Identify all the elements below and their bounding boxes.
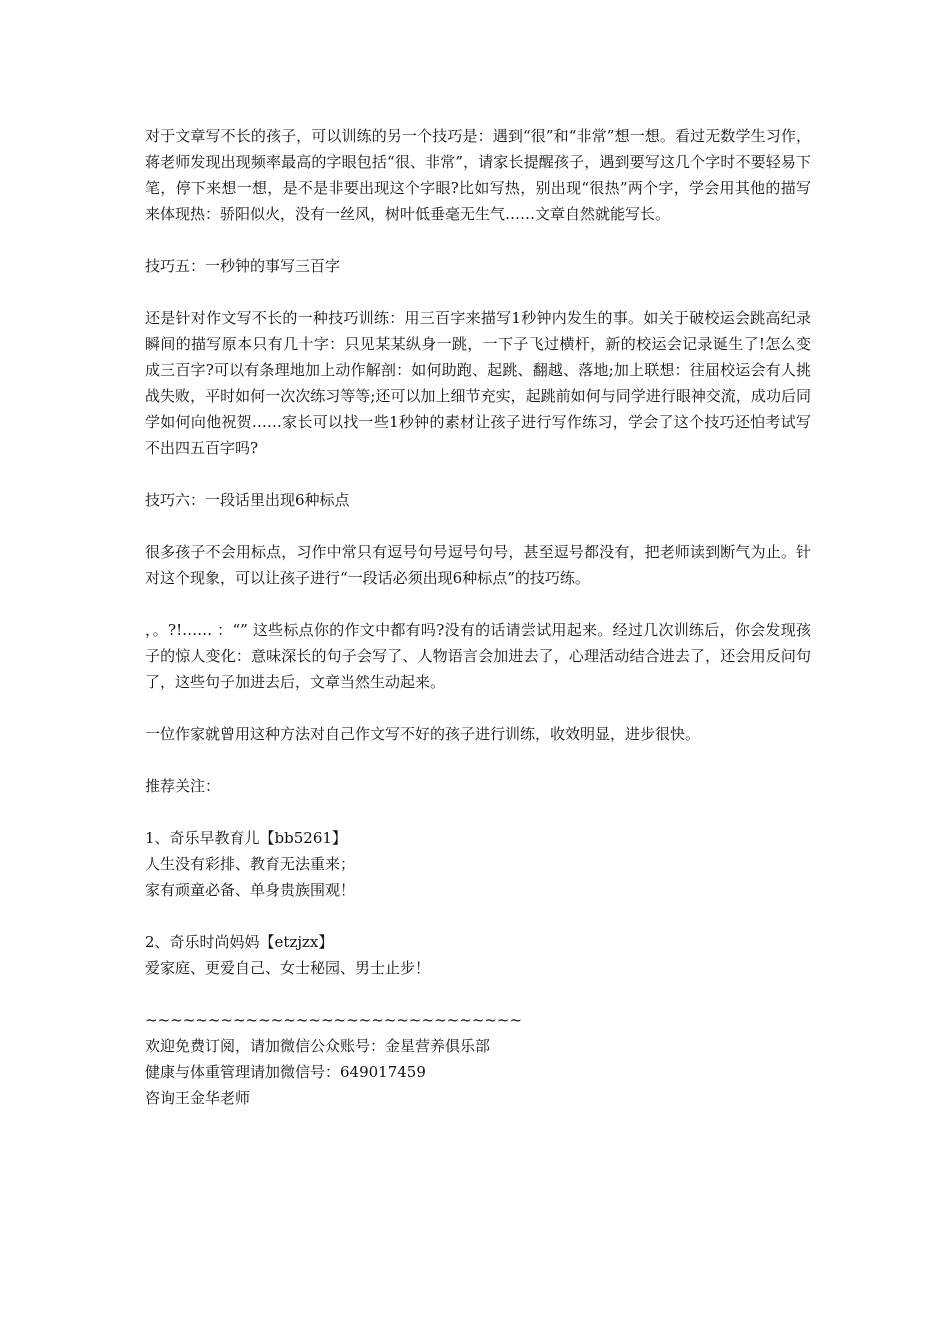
footer-contact [145, 1007, 811, 1111]
recommend-item-1 [145, 825, 811, 903]
recommend-heading: 推荐关注： [145, 777, 221, 795]
heading-tip-six: 技巧六：一段话里出现6种标点 [145, 491, 350, 509]
recommend-item-1-line-1: 人生没有彩排、教育无法重来； [145, 855, 356, 873]
recommend-item-2 [145, 929, 811, 981]
recommend-item-1-line-2: 家有顽童必备、单身贵族围观！ [145, 881, 356, 899]
recommend-item-2-line-1: 爱家庭、更爱自己、女士秘园、男士止步！ [145, 959, 431, 977]
recommend-item-2-title: 2、奇乐时尚妈妈【etzjzx】 [145, 933, 334, 951]
paragraph-tip-six-intro: 很多孩子不会用标点，习作中常只有逗号句号逗号句号，甚至逗号都没有，把老师读到断气为止。针对这个现象，可以让孩子进行“一段话必须出现6种标点”的技巧练。 [145, 543, 811, 587]
recommend-item-1-title: 1、奇乐早教育儿【bb5261】 [145, 829, 347, 847]
footer-divider: ~~~~~~~~~~~~~~~~~~~~~~~~~~~~~~ [145, 1011, 523, 1029]
footer-subscribe: 欢迎免费订阅，请加微信公众账号：金星营养俱乐部 [145, 1037, 491, 1055]
paragraph-tip-five-body: 还是针对作文写不长的一种技巧训练：用三百字来描写1秒钟内发生的事。如关于破校运会跳高纪录瞬间的描写原本只有几十字：只见某某纵身一跳，一下子飞过横杆，新的校运会记录诞生了!怎么变成三百字?可以有条理地加上动作解剖：如何助跑、起跳、翻越、落地;加上联想：往届校运会有人挑战失败，平时如何一次次练习等等;还可以加上细节充实，起跳前如何与同学进行眼神交流，成功后同学如何向他祝贺……家长可以找一些1秒钟的素材让孩子进行写作练习，学会了这个技巧还怕考试写不出四五百字吗? [145, 309, 811, 457]
paragraph-writer-example: 一位作家就曾用这种方法对自己作文写不好的孩子进行训练，收效明显，进步很快。 [145, 725, 701, 743]
heading-tip-five: 技巧五：一秒钟的事写三百字 [145, 257, 341, 275]
footer-health-contact: 健康与体重管理请加微信号：649017459 [145, 1063, 426, 1081]
paragraph-tip-very-extremely: 对于文章写不长的孩子，可以训练的另一个技巧是：遇到“很”和“非常”想一想。看过无数学生习作，蒋老师发现出现频率最高的字眼包括“很、非常”，请家长提醒孩子，遇到要写这几个字时不要轻易下笔，停下来想一想，是不是非要出现这个字眼?比如写热，别出现“很热”两个字，学会用其他的描写来体现热：骄阳似火，没有一丝风，树叶低垂毫无生气……文章自然就能写长。 [145, 127, 811, 223]
document-body [145, 123, 811, 1111]
footer-consult: 咨询王金华老师 [145, 1089, 251, 1107]
paragraph-punctuation-practice: ，。?!…… ：“” 这些标点你的作文中都有吗?没有的话请尝试用起来。经过几次训练后，你会发现孩子的惊人变化：意味深长的句子会写了、人物语言会加进去了，心理活动结合进去了，还会用反问句了，这些句子加进去后，文章当然生动起来。 [145, 621, 811, 691]
